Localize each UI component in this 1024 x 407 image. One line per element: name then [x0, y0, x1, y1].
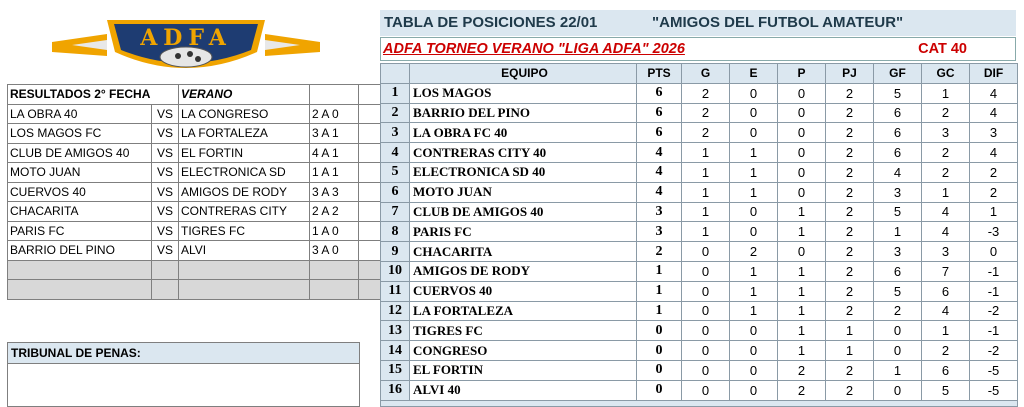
standings-table: [380, 63, 1018, 407]
draws: 1: [730, 162, 778, 182]
team-name: EL FORTIN: [410, 360, 637, 380]
team-name: PARIS FC: [410, 222, 637, 242]
points: 3: [637, 222, 682, 242]
goals-for: 1: [874, 360, 922, 380]
draws: 1: [730, 143, 778, 163]
points: 2: [637, 242, 682, 262]
standings-row: [381, 341, 1018, 361]
score: 1 A 1: [310, 163, 359, 183]
goals-for: 0: [874, 380, 922, 400]
wins: 2: [682, 103, 730, 123]
goals-against: 2: [922, 103, 970, 123]
draws: 1: [730, 182, 778, 202]
draws: 1: [730, 301, 778, 321]
home-team: CUERVOS 40: [8, 182, 152, 202]
draws: 0: [730, 202, 778, 222]
position: 6: [381, 182, 410, 202]
result-row: [8, 182, 403, 202]
goals-for: 1: [874, 222, 922, 242]
losses: 0: [778, 242, 826, 262]
column-header: EQUIPO: [410, 64, 637, 84]
result-row: [8, 241, 403, 261]
standings-row: [381, 261, 1018, 281]
goals-against: 5: [922, 380, 970, 400]
results-table: [7, 84, 403, 300]
vs-label: VS: [152, 182, 179, 202]
position: 16: [381, 380, 410, 400]
team-name: BARRIO DEL PINO: [410, 103, 637, 123]
played: 1: [826, 321, 874, 341]
goals-for: 4: [874, 162, 922, 182]
losses: 1: [778, 222, 826, 242]
played: 2: [826, 222, 874, 242]
score: 3 A 1: [310, 124, 359, 144]
points: 0: [637, 341, 682, 361]
goals-against: 1: [922, 182, 970, 202]
wins: 2: [682, 123, 730, 143]
goals-for: 6: [874, 103, 922, 123]
position: 1: [381, 83, 410, 103]
wins: 2: [682, 83, 730, 103]
standings-row: [381, 83, 1018, 103]
points: 4: [637, 162, 682, 182]
goal-difference: -3: [970, 222, 1018, 242]
draws: 2: [730, 242, 778, 262]
position: 12: [381, 301, 410, 321]
score: 2 A 0: [310, 104, 359, 124]
losses: 1: [778, 281, 826, 301]
standings-row: [381, 162, 1018, 182]
team-name: CLUB DE AMIGOS 40: [410, 202, 637, 222]
vs-label: VS: [152, 104, 179, 124]
played: 2: [826, 83, 874, 103]
draws: 0: [730, 380, 778, 400]
result-row: [8, 124, 403, 144]
home-team: LA OBRA 40: [8, 104, 152, 124]
losses: 0: [778, 182, 826, 202]
points: 6: [637, 103, 682, 123]
losses: 0: [778, 83, 826, 103]
league-name: "AMIGOS DEL FUTBOL AMATEUR": [652, 14, 904, 31]
away-team: ALVI: [179, 241, 310, 261]
played: 2: [826, 162, 874, 182]
goals-against: 4: [922, 301, 970, 321]
position: 8: [381, 222, 410, 242]
losses: 1: [778, 341, 826, 361]
score: 4 A 1: [310, 143, 359, 163]
score: 3 A 0: [310, 241, 359, 261]
column-header: PTS: [637, 64, 682, 84]
team-name: MOTO JUAN: [410, 182, 637, 202]
wins: 1: [682, 143, 730, 163]
goals-against: 6: [922, 360, 970, 380]
tournament-bar: [380, 37, 1016, 61]
played: 2: [826, 301, 874, 321]
goals-for: 0: [874, 341, 922, 361]
points: 4: [637, 182, 682, 202]
goals-against: 2: [922, 143, 970, 163]
draws: 0: [730, 83, 778, 103]
goals-for: 5: [874, 281, 922, 301]
vs-label: VS: [152, 163, 179, 183]
goals-for: 3: [874, 242, 922, 262]
position: 9: [381, 242, 410, 262]
goals-against: 6: [922, 281, 970, 301]
result-row: [8, 163, 403, 183]
column-header: G: [682, 64, 730, 84]
column-header: GF: [874, 64, 922, 84]
draws: 0: [730, 103, 778, 123]
standings-row: [381, 321, 1018, 341]
goals-for: 5: [874, 202, 922, 222]
team-name: ALVI 40: [410, 380, 637, 400]
result-row: [8, 221, 403, 241]
points: 0: [637, 360, 682, 380]
vs-label: VS: [152, 241, 179, 261]
points: 6: [637, 123, 682, 143]
played: 2: [826, 380, 874, 400]
losses: 1: [778, 261, 826, 281]
wins: 0: [682, 341, 730, 361]
goals-for: 6: [874, 123, 922, 143]
goals-for: 6: [874, 261, 922, 281]
goal-difference: -2: [970, 341, 1018, 361]
position: 11: [381, 281, 410, 301]
goal-difference: 3: [970, 123, 1018, 143]
column-header: DIF: [970, 64, 1018, 84]
standings-row: [381, 182, 1018, 202]
losses: 0: [778, 103, 826, 123]
wins: 0: [682, 360, 730, 380]
score: 1 A 0: [310, 221, 359, 241]
goals-against: 3: [922, 242, 970, 262]
played: 2: [826, 123, 874, 143]
home-team: CLUB DE AMIGOS 40: [8, 143, 152, 163]
goal-difference: -1: [970, 281, 1018, 301]
results-header: RESULTADOS 2° FECHA: [8, 85, 179, 105]
team-name: AMIGOS DE RODY: [410, 261, 637, 281]
wins: 0: [682, 321, 730, 341]
goals-against: 4: [922, 202, 970, 222]
goal-difference: -1: [970, 321, 1018, 341]
draws: 0: [730, 222, 778, 242]
vs-label: VS: [152, 221, 179, 241]
home-team: CHACARITA: [8, 202, 152, 222]
score: 3 A 3: [310, 182, 359, 202]
wins: 1: [682, 222, 730, 242]
standings-row: [381, 360, 1018, 380]
points: 3: [637, 202, 682, 222]
played: 2: [826, 103, 874, 123]
wins: 0: [682, 242, 730, 262]
points: 0: [637, 380, 682, 400]
goal-difference: 1: [970, 202, 1018, 222]
column-header: GC: [922, 64, 970, 84]
wins: 1: [682, 202, 730, 222]
wins: 0: [682, 261, 730, 281]
results-season: VERANO: [179, 85, 310, 105]
away-team: CONTRERAS CITY: [179, 202, 310, 222]
played: 2: [826, 360, 874, 380]
points: 6: [637, 83, 682, 103]
goals-for: 0: [874, 321, 922, 341]
draws: 1: [730, 261, 778, 281]
draws: 0: [730, 360, 778, 380]
played: 2: [826, 261, 874, 281]
away-team: AMIGOS DE RODY: [179, 182, 310, 202]
position: 4: [381, 143, 410, 163]
played: 2: [826, 242, 874, 262]
goals-against: 2: [922, 341, 970, 361]
tournament-title: ADFA TORNEO VERANO "LIGA ADFA" 2026: [383, 41, 685, 57]
away-team: EL FORTIN: [179, 143, 310, 163]
draws: 0: [730, 123, 778, 143]
tribunal-label: TRIBUNAL DE PENAS:: [8, 343, 359, 364]
standings-row: [381, 143, 1018, 163]
played: 2: [826, 182, 874, 202]
played: 2: [826, 202, 874, 222]
team-name: CHACARITA: [410, 242, 637, 262]
draws: 0: [730, 321, 778, 341]
losses: 1: [778, 321, 826, 341]
points: 1: [637, 281, 682, 301]
standings-row: [381, 202, 1018, 222]
team-name: LA OBRA FC 40: [410, 123, 637, 143]
column-header: PJ: [826, 64, 874, 84]
wins: 0: [682, 301, 730, 321]
away-team: TIGRES FC: [179, 221, 310, 241]
team-name: CONTRERAS CITY 40: [410, 143, 637, 163]
wins: 0: [682, 380, 730, 400]
goals-against: 1: [922, 83, 970, 103]
played: 2: [826, 281, 874, 301]
away-team: LA CONGRESO: [179, 104, 310, 124]
goals-for: 6: [874, 143, 922, 163]
position: 7: [381, 202, 410, 222]
position: 10: [381, 261, 410, 281]
home-team: LOS MAGOS FC: [8, 124, 152, 144]
team-name: LOS MAGOS: [410, 83, 637, 103]
goals-for: 5: [874, 83, 922, 103]
team-name: TIGRES FC: [410, 321, 637, 341]
losses: 1: [778, 301, 826, 321]
team-name: ELECTRONICA SD 40: [410, 162, 637, 182]
points: 4: [637, 143, 682, 163]
away-team: ELECTRONICA SD: [179, 163, 310, 183]
played: 1: [826, 341, 874, 361]
position: 5: [381, 162, 410, 182]
wins: 0: [682, 281, 730, 301]
losses: 2: [778, 380, 826, 400]
goal-difference: -5: [970, 380, 1018, 400]
goal-difference: 4: [970, 143, 1018, 163]
result-row: [8, 143, 403, 163]
home-team: PARIS FC: [8, 221, 152, 241]
standings-row: [381, 242, 1018, 262]
away-team: LA FORTALEZA: [179, 124, 310, 144]
standings-title-bar: [380, 10, 1016, 36]
vs-label: VS: [152, 143, 179, 163]
goals-against: 2: [922, 162, 970, 182]
column-header: E: [730, 64, 778, 84]
goals-for: 2: [874, 301, 922, 321]
standings-row: [381, 222, 1018, 242]
draws: 1: [730, 281, 778, 301]
standings-title: TABLA DE POSICIONES 22/01: [384, 14, 598, 31]
home-team: MOTO JUAN: [8, 163, 152, 183]
goals-against: 7: [922, 261, 970, 281]
goals-for: 3: [874, 182, 922, 202]
home-team: BARRIO DEL PINO: [8, 241, 152, 261]
goal-difference: -5: [970, 360, 1018, 380]
goals-against: 4: [922, 222, 970, 242]
logo-text: ADFA: [140, 25, 232, 51]
points: 1: [637, 301, 682, 321]
vs-label: VS: [152, 202, 179, 222]
goal-difference: 2: [970, 182, 1018, 202]
position: 14: [381, 341, 410, 361]
result-row: [8, 104, 403, 124]
standings-row: [381, 380, 1018, 400]
goals-against: 1: [922, 321, 970, 341]
played: 2: [826, 143, 874, 163]
standings-row: [381, 301, 1018, 321]
goal-difference: 0: [970, 242, 1018, 262]
result-row: [8, 202, 403, 222]
standings-row: [381, 103, 1018, 123]
team-name: LA FORTALEZA: [410, 301, 637, 321]
standings-row: [381, 123, 1018, 143]
points: 0: [637, 321, 682, 341]
goal-difference: -1: [970, 261, 1018, 281]
team-name: CUERVOS 40: [410, 281, 637, 301]
goal-difference: 4: [970, 83, 1018, 103]
position: 13: [381, 321, 410, 341]
tribunal-box: [7, 342, 360, 407]
score: 2 A 2: [310, 202, 359, 222]
category-label: CAT 40: [918, 41, 967, 57]
goal-difference: 2: [970, 162, 1018, 182]
losses: 0: [778, 143, 826, 163]
losses: 0: [778, 162, 826, 182]
wins: 1: [682, 162, 730, 182]
position: 2: [381, 103, 410, 123]
goal-difference: 4: [970, 103, 1018, 123]
wins: 1: [682, 182, 730, 202]
vs-label: VS: [152, 124, 179, 144]
points: 1: [637, 261, 682, 281]
position: 3: [381, 123, 410, 143]
draws: 0: [730, 341, 778, 361]
column-header: P: [778, 64, 826, 84]
team-name: CONGRESO: [410, 341, 637, 361]
goals-against: 3: [922, 123, 970, 143]
losses: 2: [778, 360, 826, 380]
standings-row: [381, 281, 1018, 301]
losses: 0: [778, 123, 826, 143]
adfa-logo: [52, 12, 320, 80]
losses: 1: [778, 202, 826, 222]
goal-difference: -2: [970, 301, 1018, 321]
position: 15: [381, 360, 410, 380]
